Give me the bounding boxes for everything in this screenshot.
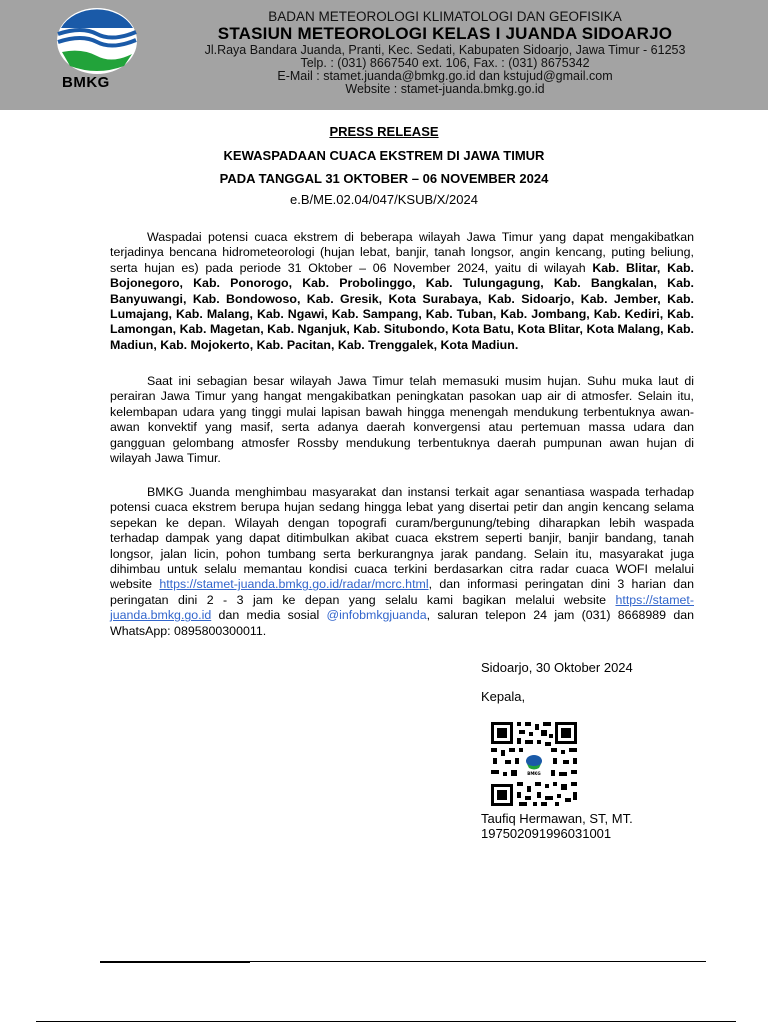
paragraph-warning [110,230,694,353]
address: Jl.Raya Bandara Juanda, Pranti, Kec. Sedati, Kabupaten Sidoarjo, Jawa Timur - 61253 [204,43,686,57]
footer-divider-accent [100,961,250,963]
advisory-text-a: BMKG Juanda menghimbau masyarakat dan instansi terkait agar senantiasa waspada terhadap potensi cuaca ekstrem berupa hujan sedang hingga lebat yang disertai petir dan angin kencang selama sepekan ke depan. Wilayah dengan topografi curam/bergunung/tebing diharapkan lebih waspada terhadap dampak yang dapat ditimbulkan akibat cuaca ekstrem seperti banjir, banjir bandang, tanah longsor, jalan licin, pohon tumbang serta berkurangnya jarak pandang. Selain itu, masyarakat juga dihimbau untuk selalu memantau kondisi cuaca terkini berdasarkan citra radar cuaca WOFI melalui website [110,485,694,592]
page-bottom-line [36,1021,736,1022]
paragraph-conditions: Saat ini sebagian besar wilayah Jawa Timur telah memasuki musim hujan. Suhu muka laut di perairan Jawa Timur yang hangat mengakibatkan peningkatan pasokan uap air di atmosfer. Selain itu, kelembapan udara yang tinggi mulai lapisan bawah hingga menengah mendukung terbentuknya awan-awan konvektif yang masif, serta adanya daerah konvergensi atau pertemuan massa udara dan gangguan gelombang atmosfer Rossby mendukung terbentuknya daerah pumpunan awan hujan di wilayah Jawa Timur. [110,374,694,466]
place-date: Sidoarjo, 30 Oktober 2024 [481,660,633,675]
website: Website : stamet-juanda.bmkg.go.id [345,82,545,96]
advisory-text-d: , saluran telepon 24 jam (031) 8668989 dan WhatsApp: 0895800300011. [110,608,694,638]
signatory-position: Kepala, [481,689,526,704]
radar-link[interactable]: https://stamet-juanda.bmkg.go.id/radar/mcrc.html [159,577,429,592]
phone-fax: Telp. : (031) 8667540 ext. 106, Fax. : (031) 8675342 [300,56,590,70]
region-list: Kab. Blitar, Kab. Bojonegoro, Kab. Ponorogo, Kab. Probolinggo, Kab. Tulungagung, Kab. Bangkalan, Kab. Banyuwangi, Kab. Bondowoso, Kab. Gresik, Kota Surabaya, Kab. Sidoarjo, Kab. Jember, Kab. Lumajang, Kab. Malang, Kab. Ngawi, Kab. Sampang, Kab. Tuban, Kab. Jombang, Kab. Kediri, Kab. Lamongan, Kab. Magetan, Kab. Nganjuk, Kab. Situbondo, Kota Batu, Kota Blitar, Kota Malang, Kab. Madiun, Kab. Mojokerto, Kab. Pacitan, Kab. Trenggalek, Kota Madiun. [110,260,694,352]
letterhead [0,0,768,110]
station-name: STASIUN METEOROLOGI KELAS I JUANDA SIDOARJO [217,24,673,43]
agency-name: BADAN METEOROLOGI KLIMATOLOGI DAN GEOFISIKA [268,9,622,24]
warning-text: Waspadai potensi cuaca ekstrem di beberapa wilayah Jawa Timur yang dapat mengakibatkan terjadinya bencana hidrometeorologi (hujan lebat, banjir, tanah longsor, angin kencang, puting beliung, serta hujan es) pada periode 31 Oktober – 06 November 2024, yaitu di wilayah [110,230,694,275]
headline: KEWASPADAAN CUACA EKSTREM DI JAWA TIMUR [223,148,545,163]
email: E-Mail : stamet.juanda@bmkg.go.id dan kstujud@gmail.com [277,69,613,83]
reference-number: e.B/ME.02.04/047/KSUB/X/2024 [290,192,478,207]
press-release-title: PRESS RELEASE [329,124,439,139]
signatory-name: Taufiq Hermawan, ST, MT. [481,811,633,826]
social-handle[interactable]: @infobmkgjuanda [326,608,427,623]
paragraph-advisory [110,485,694,639]
website-link[interactable]: https://stamet-juanda.bmkg.go.id [110,592,694,623]
qr-caption: BMKG [527,771,541,776]
logo-text: BMKG [62,74,110,91]
advisory-text-b: , dan informasi peringatan dini 3 harian dan peringatan dini 2 - 3 jam ke depan yang selalu kami bagikan melalui website [110,577,694,607]
signatory-nip: 197502091996031001 [481,826,612,841]
advisory-text-c: dan media sosial [211,608,327,623]
headline-date: PADA TANGGAL 31 OKTOBER – 06 NOVEMBER 2024 [219,171,549,186]
qr-code-icon [489,720,579,808]
